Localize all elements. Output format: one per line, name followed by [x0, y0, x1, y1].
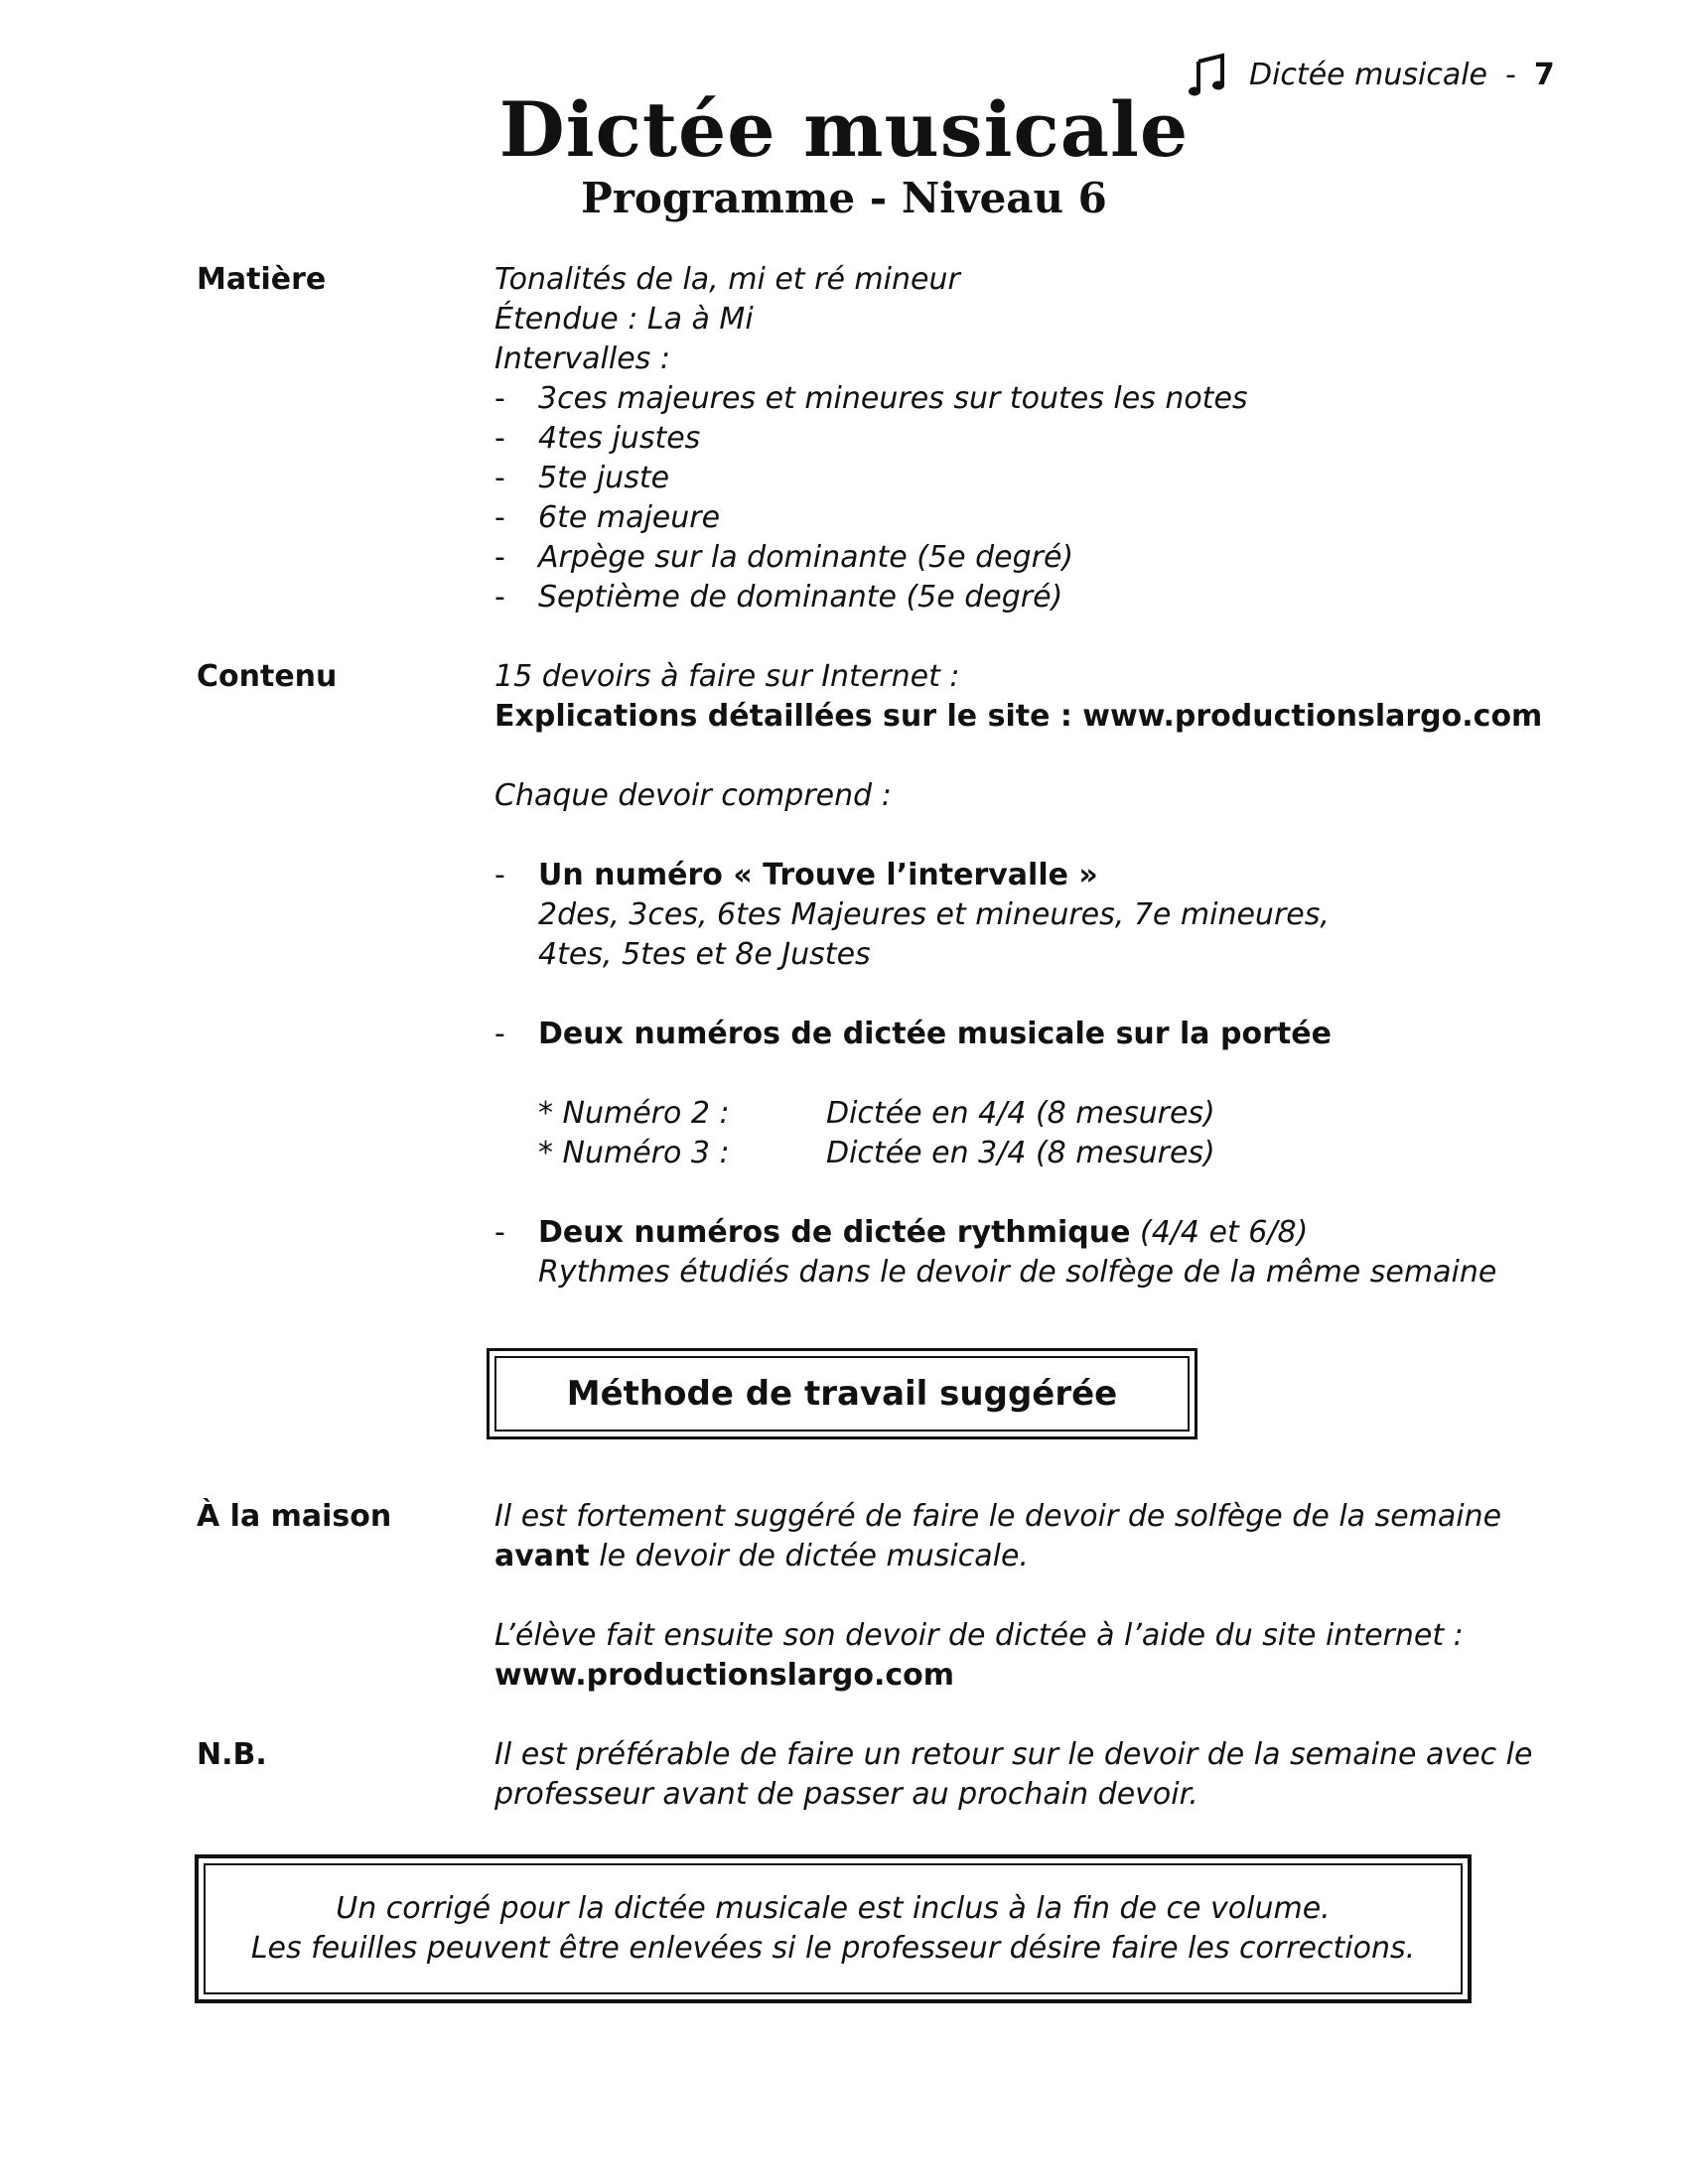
note-line: Les feuilles peuvent être enlevées si le professeur désire faire les corrections. — [250, 1931, 1416, 1966]
section-label: À la maison — [197, 1499, 392, 1534]
content-list — [494, 856, 1567, 895]
text-line: 4tes, 5tes et 8e Justes — [538, 937, 871, 972]
text-line: professeur avant de passer au prochain devoir. — [494, 1777, 1198, 1812]
note-content — [204, 1863, 1463, 1994]
note-line: Un corrigé pour la dictée musicale est inclus à la fin de ce volume. — [336, 1891, 1331, 1926]
text-rest: le devoir de dictée musicale. — [589, 1539, 1029, 1573]
header-title: Dictée musicale — [1249, 57, 1488, 92]
page-title: Dictée musicale — [498, 85, 1190, 174]
section-label: Matière — [197, 262, 327, 297]
list-item: - Arpège sur la dominante (5e degré) — [494, 538, 1567, 578]
methode-heading: Méthode de travail suggérée — [494, 1356, 1190, 1432]
site-explanation: Explications détaillées sur le site : www.productionslargo.com — [494, 699, 1543, 734]
text-line — [494, 1537, 1567, 1576]
text-line: Chaque devoir comprend : — [494, 778, 892, 813]
corrige-note-box — [195, 1854, 1472, 2003]
interval-list — [494, 379, 1567, 617]
section-body — [494, 1735, 1567, 1815]
list-item-dictee-musicale — [494, 1015, 1567, 1054]
text-line: 2des, 3ces, 6tes Majeures et mineures, 7e mineures, — [538, 897, 1330, 932]
item-title: Deux numéros de dictée rythmique — [538, 1215, 1131, 1250]
list-item: - 5te juste — [494, 459, 1567, 498]
content-list — [494, 1213, 1567, 1253]
numero-value: Dictée en 4/4 (8 mesures) — [826, 1096, 1215, 1131]
header-separator: - — [1505, 57, 1516, 92]
list-item-trouve-intervalle — [494, 856, 1567, 895]
numero-value: Dictée en 3/4 (8 mesures) — [826, 1136, 1215, 1170]
section-body — [494, 260, 1567, 617]
text-line: Il est préférable de faire un retour sur le devoir de la semaine avec le — [494, 1737, 1533, 1772]
list-item: - 4tes justes — [494, 419, 1567, 459]
list-item: - 3ces majeures et mineures sur toutes les notes — [494, 379, 1567, 419]
section-body — [494, 657, 1567, 1293]
section-label: N.B. — [197, 1737, 267, 1772]
numero-row — [494, 1094, 1567, 1134]
text-line: Intervalles : — [494, 341, 670, 376]
numero-label: * Numéro 2 : — [538, 1096, 730, 1131]
numero-label: * Numéro 3 : — [538, 1136, 730, 1170]
list-item: - Septième de dominante (5e degré) — [494, 578, 1567, 617]
text-line: 15 devoirs à faire sur Internet : — [494, 659, 960, 694]
item-title: Deux numéros de dictée musicale sur la portée — [538, 1017, 1332, 1051]
item-title: Un numéro « Trouve l’intervalle » — [538, 858, 1098, 892]
text-line: Il est fortement suggéré de faire le devoir de solfège de la semaine — [494, 1499, 1502, 1534]
item-suffix: (4/4 et 6/8) — [1130, 1215, 1309, 1250]
page-subtitle: Programme - Niveau 6 — [581, 174, 1107, 222]
text-line: Tonalités de la, mi et ré mineur — [494, 262, 960, 297]
list-item: - 6te majeure — [494, 498, 1567, 538]
list-item-dictee-rythmique — [494, 1213, 1567, 1253]
page-number: 7 — [1533, 57, 1555, 92]
methode-box — [487, 1348, 1197, 1439]
numero-row — [494, 1134, 1567, 1173]
text-line: Rythmes étudiés dans le devoir de solfège de la même semaine — [538, 1255, 1497, 1290]
section-label: Contenu — [197, 659, 338, 694]
text-line: L’élève fait ensuite son devoir de dictée à l’aide du site internet : — [494, 1618, 1464, 1653]
site-url: www.productionslargo.com — [494, 1658, 955, 1693]
emphasis-avant: avant — [494, 1539, 590, 1573]
section-body — [494, 1497, 1567, 1696]
content-list — [494, 1015, 1567, 1054]
text-line: Étendue : La à Mi — [494, 302, 754, 337]
